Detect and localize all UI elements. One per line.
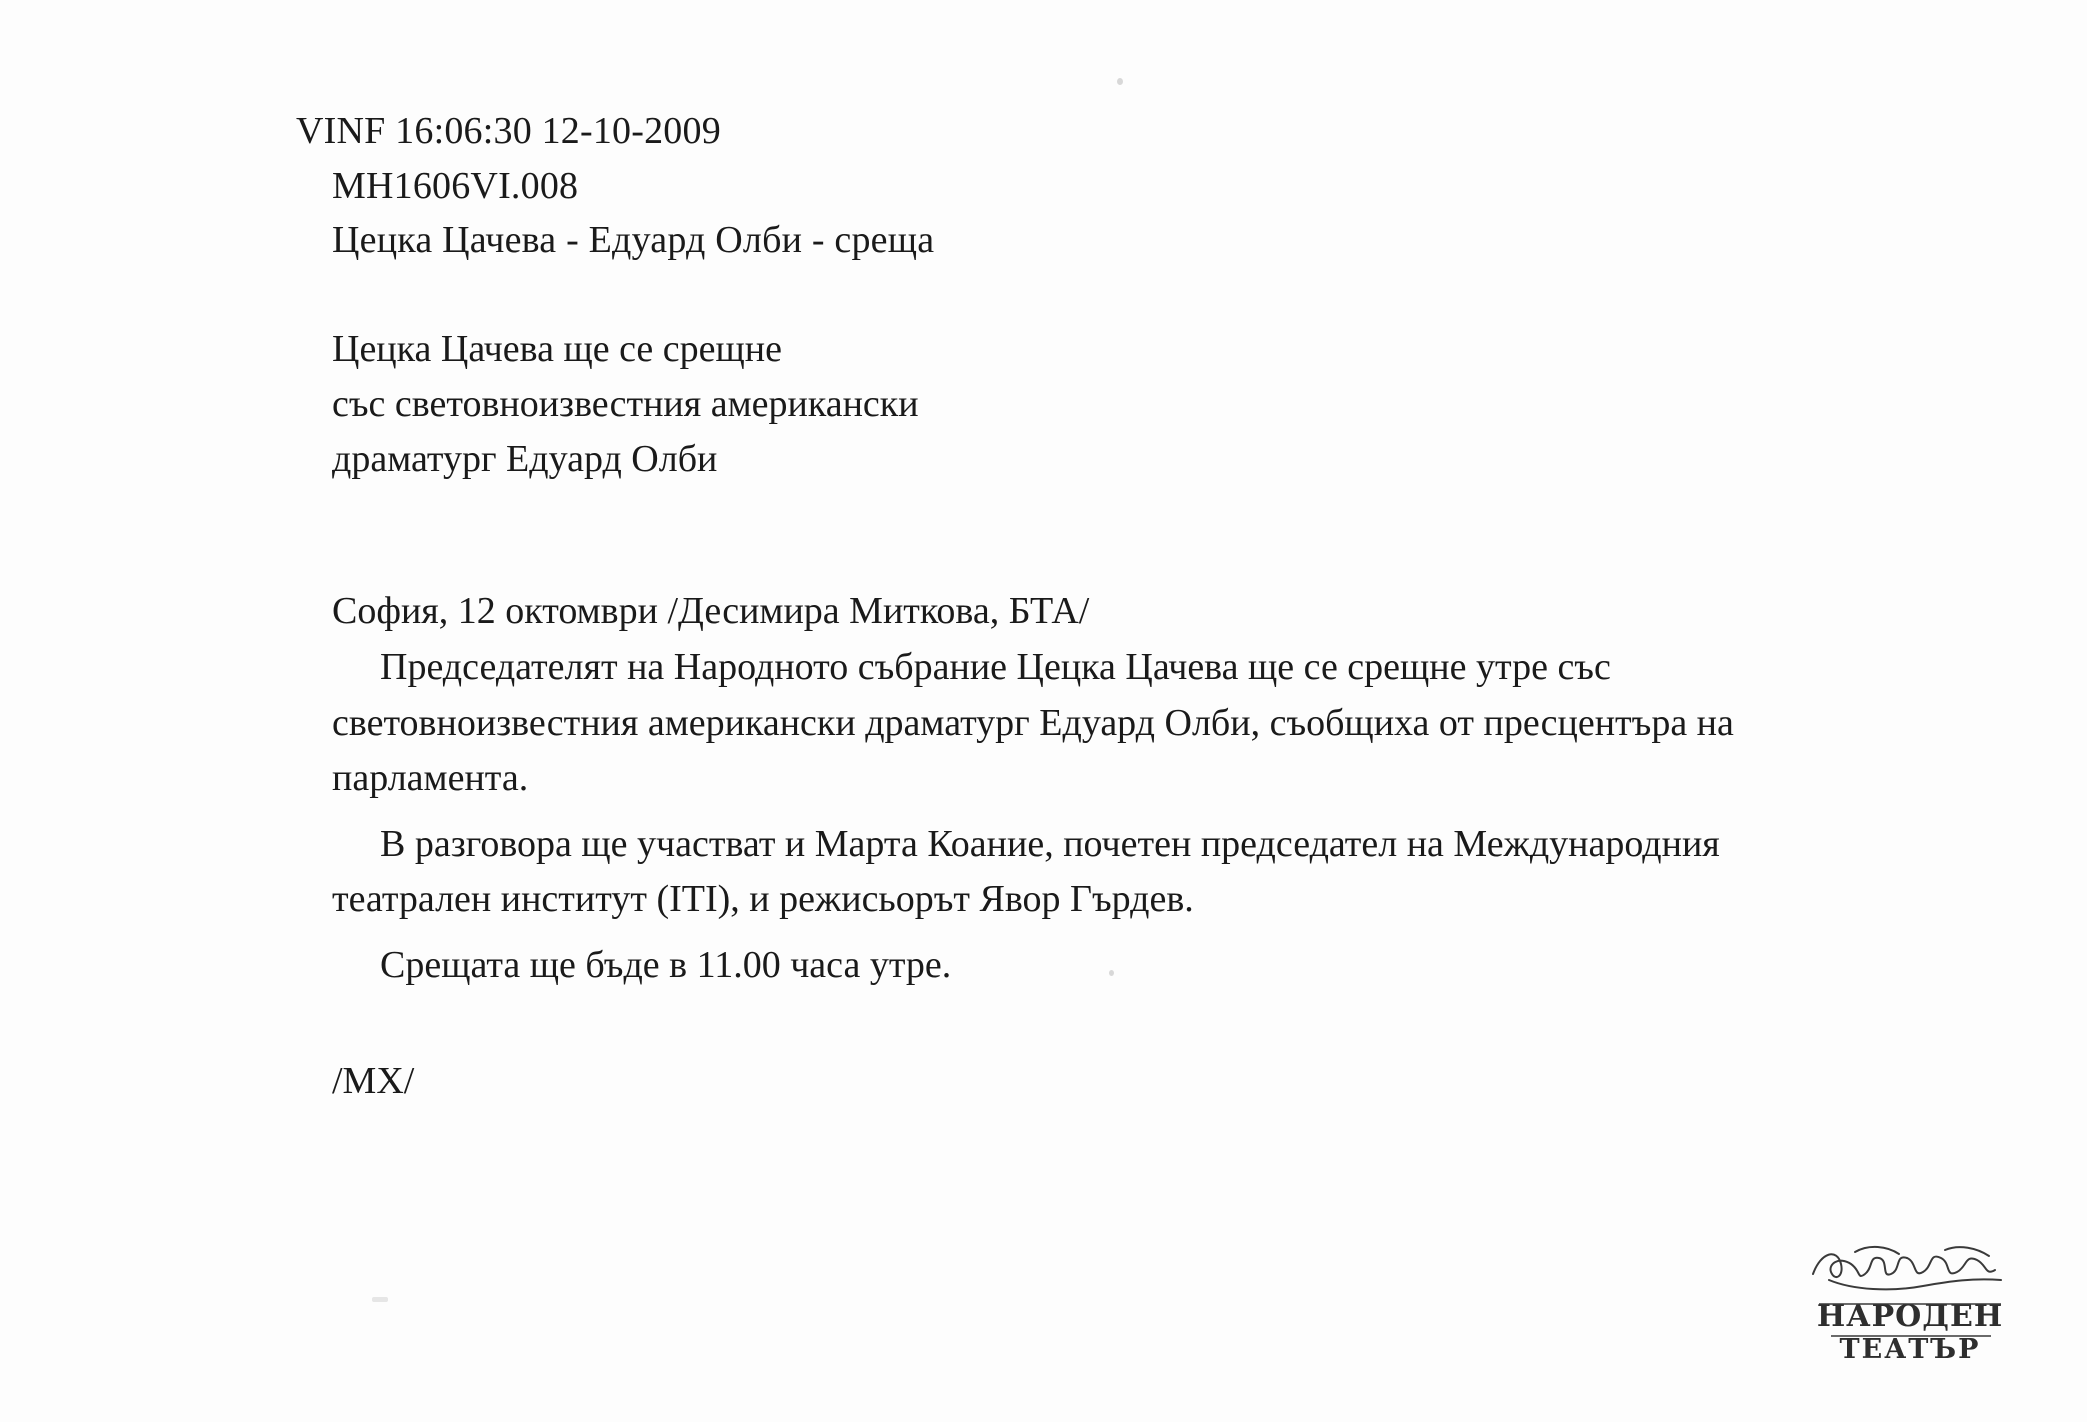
lede-block (296, 322, 1856, 486)
paragraph-text: Срещата ще бъде в 11.00 часа утре. (380, 943, 952, 986)
lede-line-1: Цецка Цачева ще се срещне (332, 328, 782, 371)
document-text-body (296, 104, 1856, 1103)
scan-speck (372, 1297, 388, 1302)
wire-item-id: MH1606VI.008 (332, 164, 579, 207)
scan-speck (1117, 78, 1123, 85)
body-paragraph-1 (296, 640, 1856, 806)
theatre-stamp-logo (1795, 1234, 2025, 1374)
paragraph-text: Председателят на Народното събрание Цецка Цачева ще се срещне утре със световноизвестния американски драматург Едуард Олби, съобщиха от пресцентъра на парламента. (332, 646, 1734, 800)
stamp-line-2: ТЕАТЪР (1839, 1334, 1981, 1365)
stamp-line-1: НАРОДЕН (1816, 1299, 2004, 1334)
stamp-icon (1795, 1234, 2025, 1374)
dateline: София, 12 октомври /Десимира Миткова, БТА/ (332, 590, 1090, 633)
signoff: /MX/ (332, 1060, 415, 1103)
body-paragraph-3 (296, 938, 1856, 993)
paragraph-text: В разговора ще участват и Марта Коание, почетен председател на Международния театрален институт (ITI), и режисьорът Явор Гърдев. (332, 822, 1720, 921)
wire-slug-timestamp: VINF 16:06:30 12-10-2009 (296, 110, 721, 152)
wire-header (296, 104, 1856, 268)
wire-headline: Цецка Цачева - Едуард Олби - среща (332, 219, 935, 262)
lede-line-3: драматург Едуард Олби (332, 437, 718, 480)
lede-line-2: със световноизвестния американски (332, 382, 919, 425)
body-paragraph-2 (296, 817, 1856, 928)
